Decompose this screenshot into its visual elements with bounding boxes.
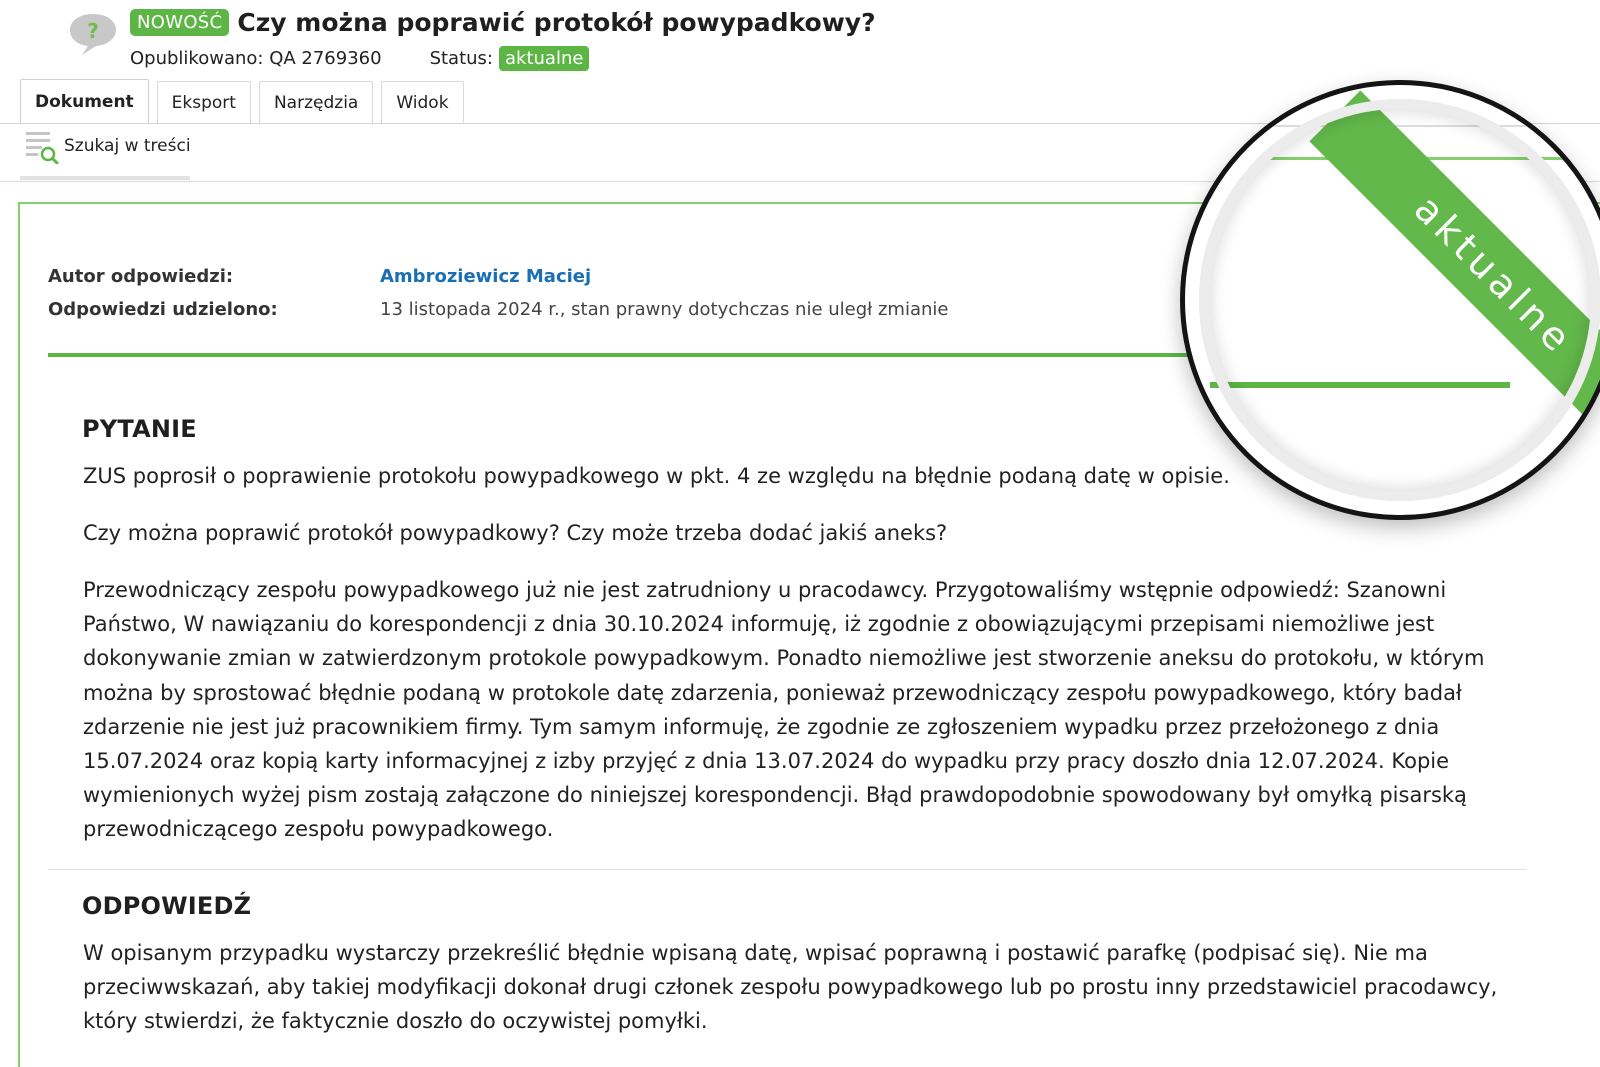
section-divider [48,869,1526,870]
new-badge: NOWOŚĆ [130,9,229,36]
question-heading: PYTANIE [82,415,197,443]
status-ribbon [1309,90,1600,459]
answer-meta [48,260,949,326]
status-label: Status: [429,48,493,69]
search-in-content-label: Szukaj w treści [64,136,191,156]
answer-paragraph-1: W opisanym przypadku wystarczy przekreślić błędnie wpisaną datę, wpisać poprawną i postawić parafkę (podpisać się). Nie ma przeciwwskazań, aby takiej modyfikacji dokonał drugi członek zespołu powypadkowego lub po prostu inny przedstawiciel pracodawcy, który stwierdzi, że faktycznie doszło do oczywistej pomyłki. [83,941,1498,1034]
author-label: Autor odpowiedzi: [48,266,234,287]
tab-dokument[interactable]: Dokument [20,79,149,123]
published-value: QA 2769360 [269,48,382,69]
tab-bar [20,81,472,123]
question-paragraph-2: Czy można poprawić protokół powypadkowy? Czy może trzeba dodać jakiś aneks? [83,521,948,545]
svg-text:?: ? [87,19,99,43]
toolbar-active-indicator [20,176,190,180]
answered-value: 13 listopada 2024 r., stan prawny dotychczas nie uległ zmianie [380,299,949,320]
published-label: Opublikowano: [130,48,264,69]
tab-widok[interactable]: Widok [381,81,463,123]
status-badge: aktualne [499,46,589,71]
publication-meta [130,46,589,71]
answered-row [48,293,949,326]
question-paragraph-1: ZUS poprosił o poprawienie protokołu powypadkowego w pkt. 4 ze względu na błędnie podaną datę w opisie. [83,464,1230,488]
magnifier-toolbar-line [1245,125,1585,127]
author-link[interactable]: Ambroziewicz Maciej [380,266,592,287]
title-row [130,8,876,37]
question-bubble-icon [68,12,118,56]
magnifier-green-divider [1210,382,1510,388]
author-row [48,260,949,293]
search-in-content-icon [24,128,60,164]
answer-heading: ODPOWIEDŹ [82,892,252,920]
status-magnifier [1180,80,1600,520]
search-in-content-button[interactable] [24,128,191,164]
status-ribbon-label: aktualne [1405,186,1583,364]
answered-label: Odpowiedzi udzielono: [48,299,278,320]
page-title: Czy można poprawić protokół powypadkowy? [237,8,876,37]
tab-narzedzia[interactable]: Narzędzia [259,81,373,123]
tab-eksport[interactable]: Eksport [157,81,251,123]
meta-divider [48,353,1200,357]
question-paragraph-3: Przewodniczący zespołu powypadkowego już nie jest zatrudniony u pracodawcy. Przygotowaliśmy wstępnie odpowiedź: Szanowni Państwo, W nawiązaniu do korespondencji z dnia 30.10.2024 informuję, iż zgodnie z obowiązującymi przepisami niemożliwe jest dokonywanie zmian w zatwierdzonym protokole powypadkowym. Ponadto niemożliwe jest stworzenie aneksu do protokołu, w którym można by sprostować błędnie podaną w protokole datę zdarzenia, ponieważ przewodniczący zespołu powypadkowego, który badał zdarzenie nie jest już pracownikiem firmy. Tym samym informuję, że zgodnie ze zgłoszeniem wypadku przez przełożonego z dnia 15.07.2024 oraz kopią karty informacyjnej z izby przyjęć z dnia 13.07.2024 do wypadku przy pracy doszło dnia 12.07.2024. Kopie wymienionych wyżej pism zostają załączone do niniejszej korespondencji. Błąd prawdopodobnie spowodowany był omyłką pisarską przewodniczącego zespołu powypadkowego. [83,578,1485,842]
